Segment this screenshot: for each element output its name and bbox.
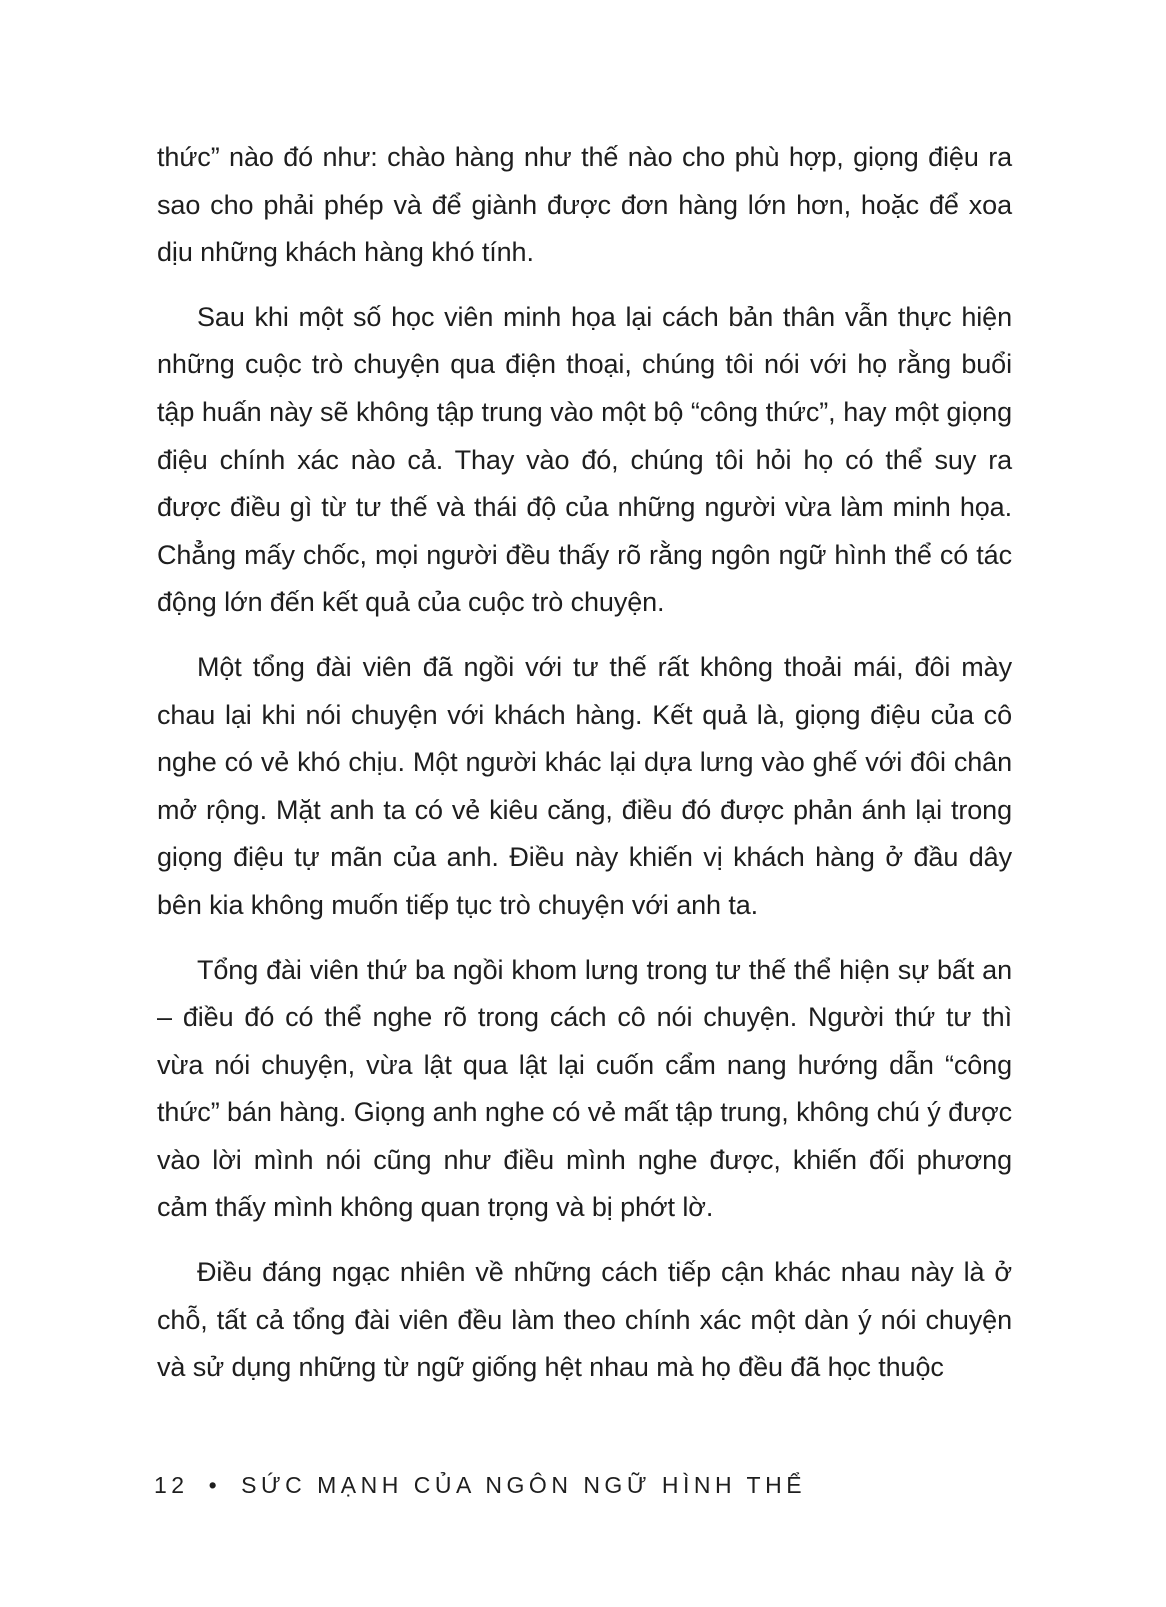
bullet-separator: •: [208, 1472, 222, 1498]
page-footer: [154, 1470, 806, 1500]
paragraph: Điều đáng ngạc nhiên về những cách tiếp cận khác nhau này là ở chỗ, tất cả tổng đài viên đều làm theo chính xác một dàn ý nói chuyện và sử dụng những từ ngữ giống hệt nhau mà họ đều đã học thuộc: [157, 1257, 1012, 1383]
paragraph: Sau khi một số học viên minh họa lại cách bản thân vẫn thực hiện những cuộc trò chuyện qua điện thoại, chúng tôi nói với họ rằng buổi tập huấn này sẽ không tập trung vào một bộ “công thức”, hay một giọng điệu chính xác nào cả. Thay vào đó, chúng tôi hỏi họ có thể suy ra được điều gì từ tư thế và thái độ của những người vừa làm minh họa. Chẳng mấy chốc, mọi người đều thấy rõ rằng ngôn ngữ hình thể có tác động lớn đến kết quả của cuộc trò chuyện.: [157, 301, 1012, 618]
paragraph: Một tổng đài viên đã ngồi với tư thế rất không thoải mái, đôi mày chau lại khi nói chuyện với khách hàng. Kết quả là, giọng điệu của cô nghe có vẻ khó chịu. Một người khác lại dựa lưng vào ghế với đôi chân mở rộng. Mặt anh ta có vẻ kiêu căng, điều đó được phản ánh lại trong giọng điệu tự mãn của anh. Điều này khiến vị khách hàng ở đầu dây bên kia không muốn tiếp tục trò chuyện với anh ta.: [157, 651, 1012, 920]
paragraph-continuation: thức” nào đó như: chào hàng như thế nào cho phù hợp, giọng điệu ra sao cho phải phép và để giành được đơn hàng lớn hơn, hoặc để xoa dịu những khách hàng khó tính.: [157, 142, 1012, 268]
paragraph: Tổng đài viên thứ ba ngồi khom lưng trong tư thế thể hiện sự bất an – điều đó có thể nghe rõ trong cách cô nói chuyện. Người thứ tư thì vừa nói chuyện, vừa lật qua lật lại cuốn cẩm nang hướng dẫn “công thức” bán hàng. Giọng anh nghe có vẻ mất tập trung, không chú ý được vào lời mình nói cũng như điều mình nghe được, khiến đối phương cảm thấy mình không quan trọng và bị phớt lờ.: [157, 954, 1012, 1223]
page-number: 12: [154, 1472, 189, 1498]
page-body: [157, 134, 1012, 1409]
running-title: SỨC MẠNH CỦA NGÔN NGỮ HÌNH THỂ: [241, 1472, 807, 1498]
